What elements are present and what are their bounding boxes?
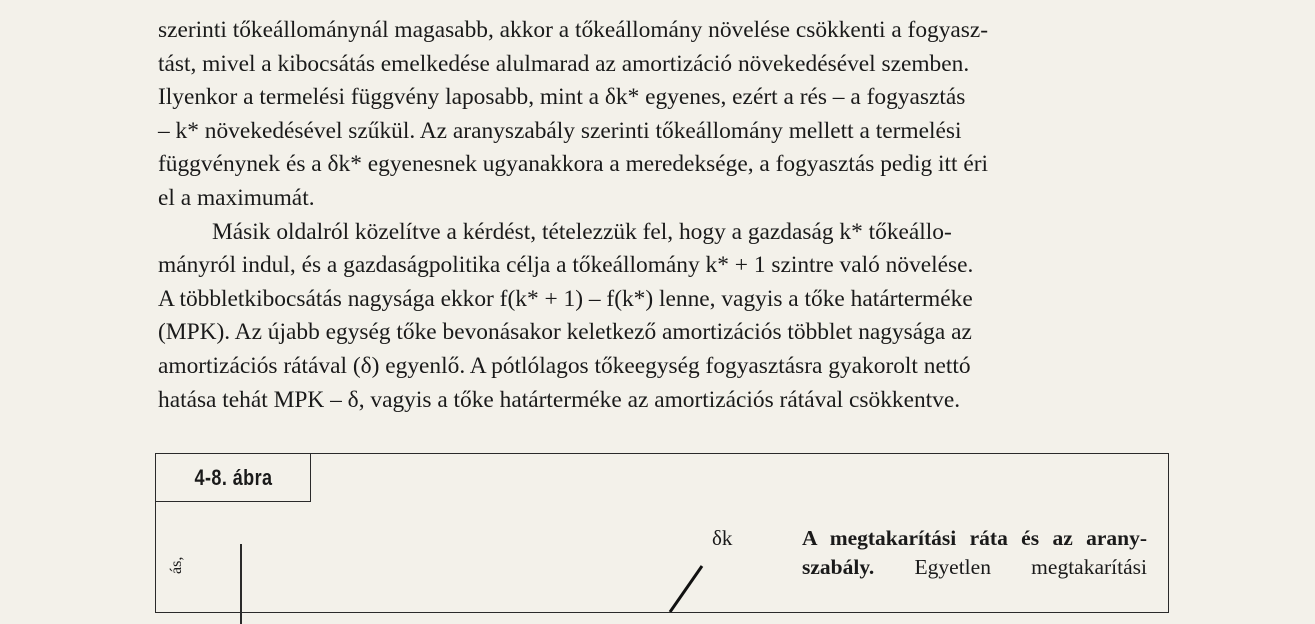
caption-bold-2: szabály. xyxy=(802,555,875,579)
delta-k-line xyxy=(156,502,796,612)
paragraph-2 xyxy=(158,216,1170,418)
text-line: amortizációs rátával (δ) egyenlő. A pótlólagos tőkeegység fogyasztásra gyakorolt nettó xyxy=(158,352,971,379)
text-line: hatása tehát MPK – δ, vagyis a tőke határterméke az amortizációs rátával csökkentve. xyxy=(158,386,961,413)
y-axis-label: ás, xyxy=(168,556,185,574)
figure-label-box xyxy=(156,454,311,502)
figure-caption xyxy=(802,524,1147,582)
text-line: (MPK). Az újabb egység tőke bevonásakor keletkező amortizációs többlet nagysága az xyxy=(158,319,972,346)
figure-label: 4-8. ábra xyxy=(194,464,272,490)
text-line: – k* növekedésével szűkül. Az aranyszabály szerinti tőkeállomány mellett a termelési xyxy=(158,117,962,144)
text-line: Ilyenkor a termelési függvény laposabb, mint a δk* egyenes, ezért a rés – a fogyasztás xyxy=(158,84,966,111)
text-line: szerinti tőkeállománynál magasabb, akkor a tőkeállomány növelése csökkenti a fogyasz- xyxy=(158,17,989,43)
text-line: függvénynek és a δk* egyenesnek ugyanakkora a meredeksége, a fogyasztás pedig itt éri xyxy=(158,151,989,178)
page-body xyxy=(158,14,1170,417)
caption-bold: A megtakarítási ráta és az arany- xyxy=(802,526,1147,550)
figure-chart xyxy=(156,502,796,612)
text-line: Másik oldalról közelítve a kérdést, tételezzük fel, hogy a gazdaság k* tőkeállo- xyxy=(212,218,952,245)
text-line: A többletkibocsátás nagysága ekkor f(k* + 1) – f(k*) lenne, vagyis a tőke határterméke xyxy=(158,285,973,312)
caption-text: Egyetlen megtakarítási xyxy=(874,555,1147,579)
paragraph-1 xyxy=(158,14,1170,216)
text-line: tást, mivel a kibocsátás emelkedése alulmarad az amortizáció növekedésével szemben. xyxy=(158,50,970,77)
delta-k-line-label: δk xyxy=(712,526,733,550)
text-line: el a maximumát. xyxy=(158,184,315,211)
text-line: mányról indul, és a gazdaságpolitika célja a tőkeállomány k* + 1 szintre való növelése. xyxy=(158,252,974,279)
figure-box xyxy=(155,453,1169,613)
